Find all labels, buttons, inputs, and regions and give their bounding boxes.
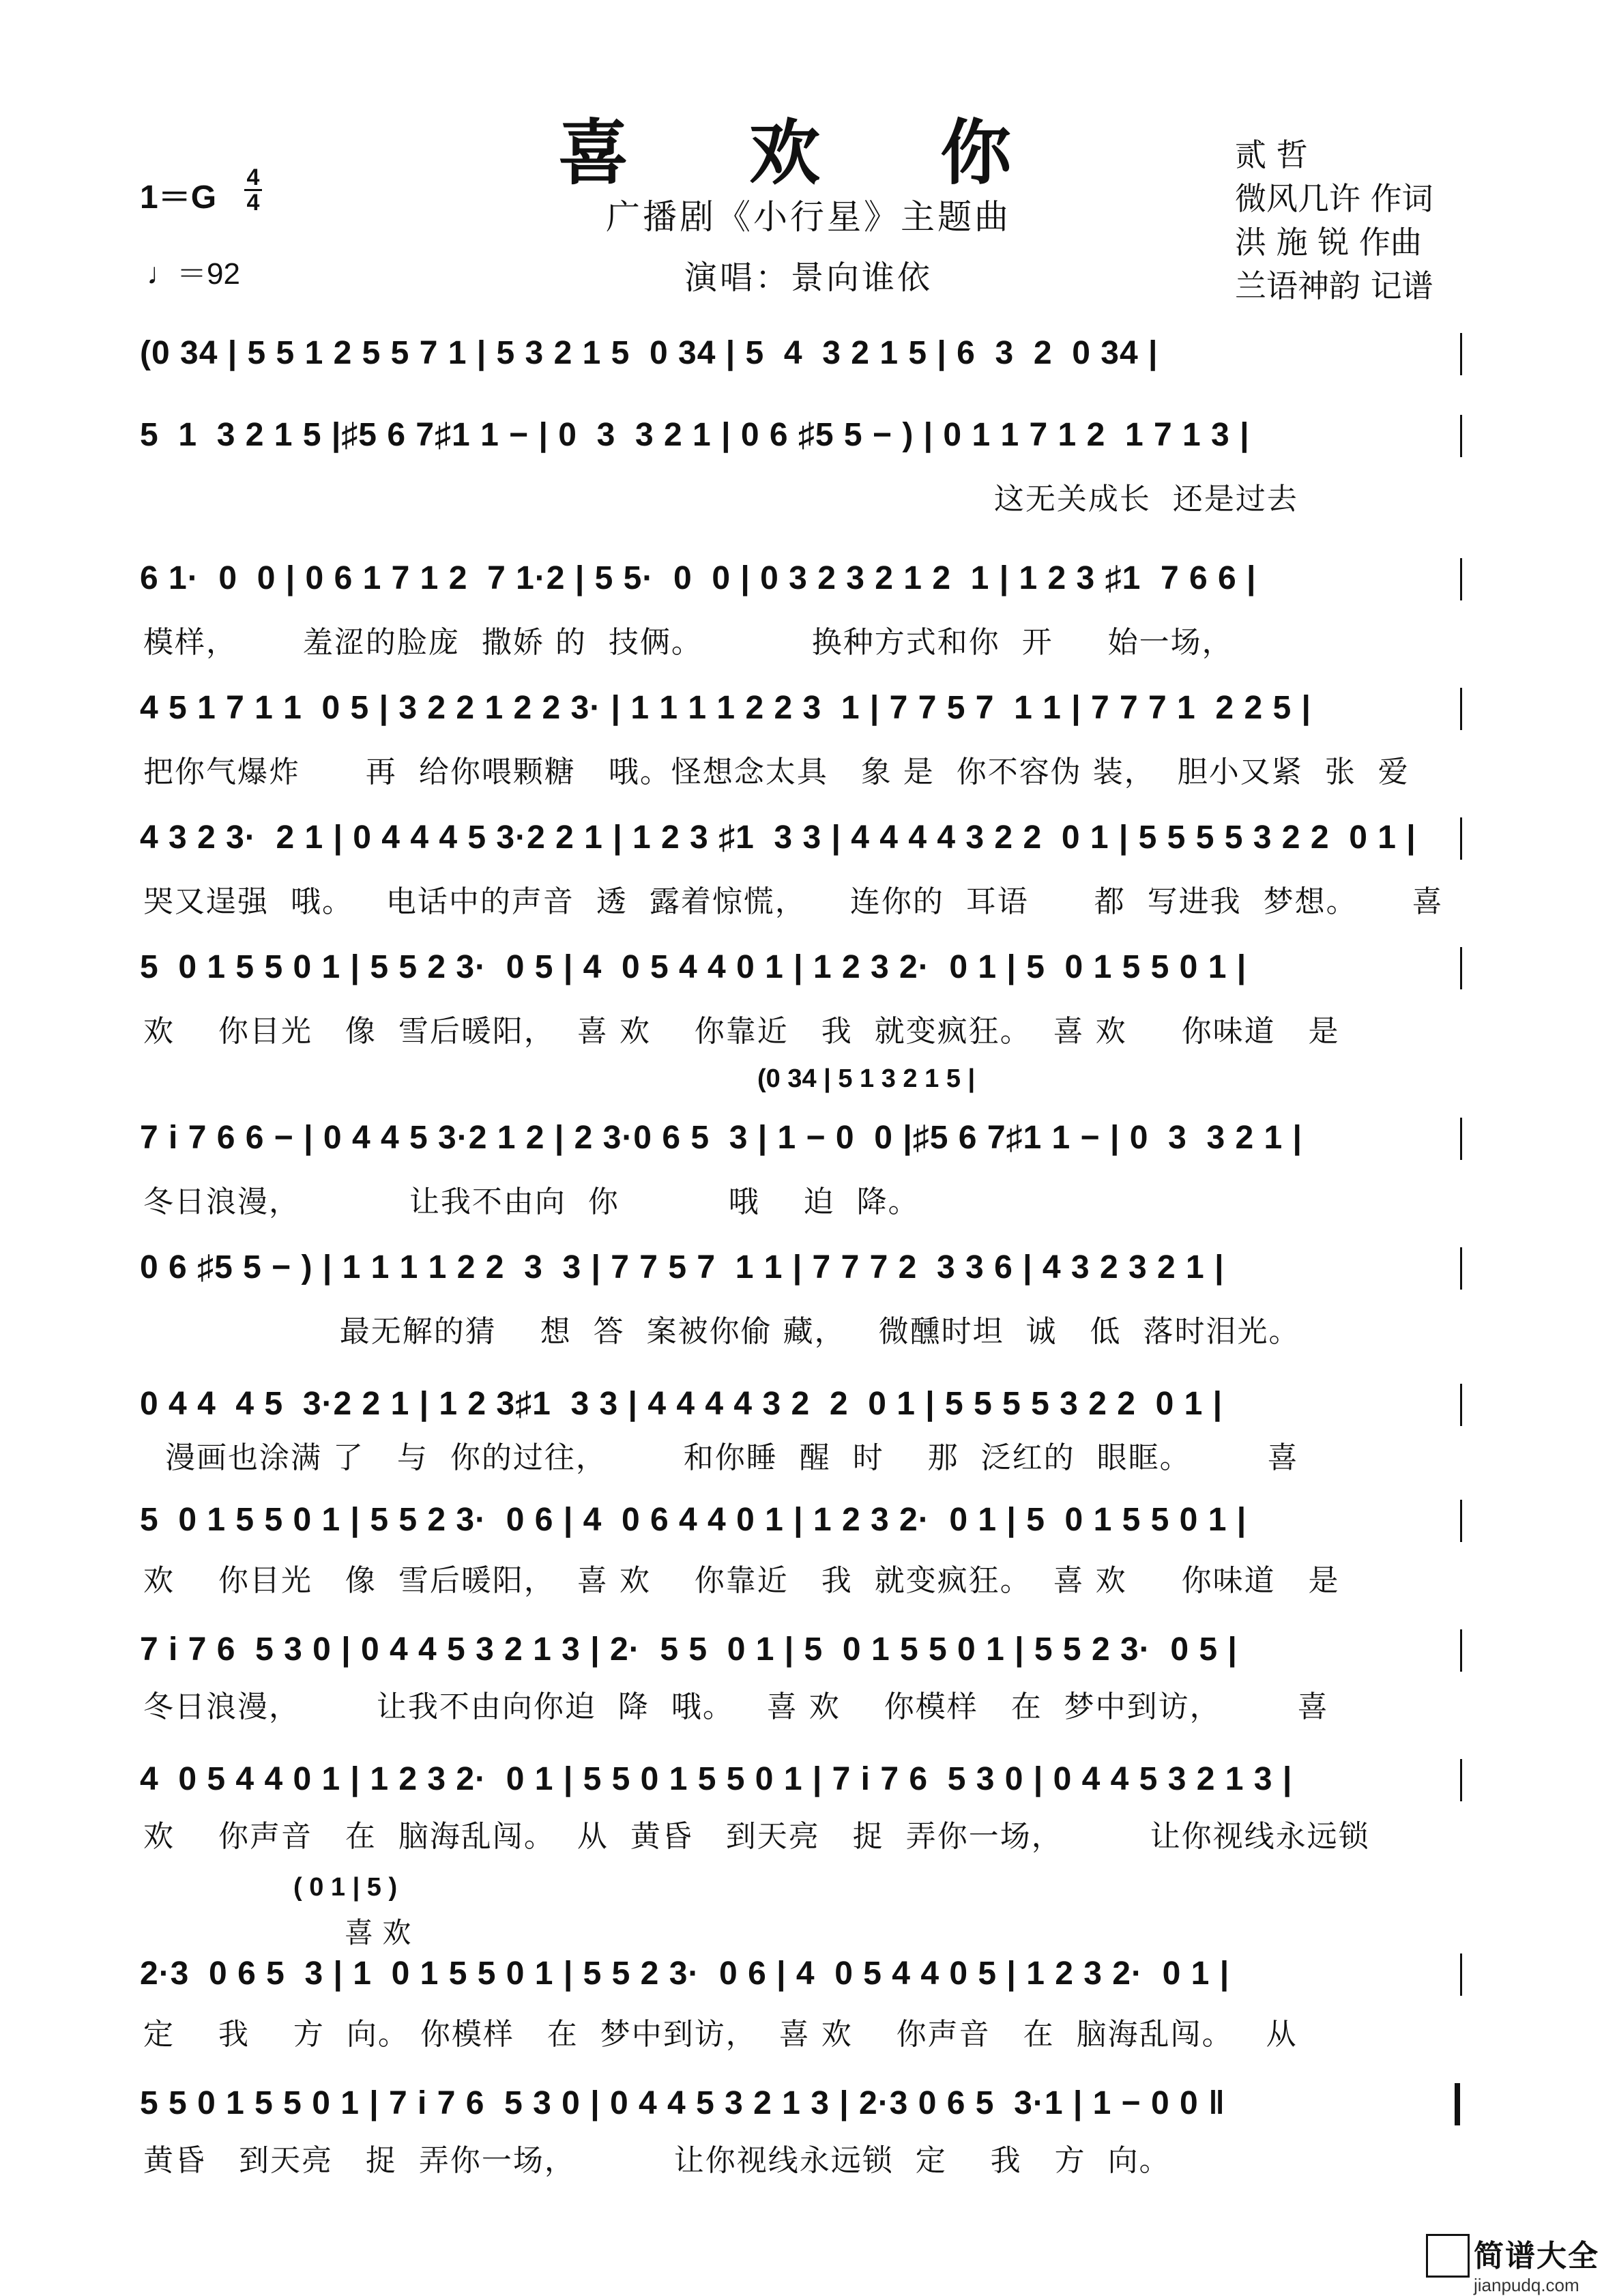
barline [1460,1953,1462,1996]
tempo-marking: ♩＝92 [147,257,240,291]
system-13-lyrics: 定 我 方 向。 你模样 在 梦中到访， 喜 欢 你声音 在 脑海乱闯。 从 [143,2017,1298,2052]
system-12-lyrics: 欢 你声音 在 脑海乱闯。 从 黄昏 到天亮 捉 弄你一场， 让你视线永远锁 [143,1819,1370,1854]
system-5-lyrics: 哭又逞强 哦。 电话中的声音 透 露着惊慌， 连你的 耳语 都 写进我 梦想。 喜 [143,884,1444,919]
system-6-lyrics: 欢 你目光 像 雪后暖阳， 喜 欢 你靠近 我 就变疯狂。 喜 欢 你味道 是 [143,1014,1340,1049]
watermark-logo [1474,2231,1599,2296]
logo-url: jianpudq.com [1474,2275,1579,2295]
barline [1460,1629,1462,1672]
credit-transcriber: 兰语神韵 记谱 [1235,267,1433,304]
system-2-lyrics: 这无关成长 还是过去 [143,482,1298,517]
system-9-notes: 0 4 4 4 5 3·2 2 1 | 1 2 3♯1 3 3 | 4 4 4 4 3 2 2 0 1 | 5 5 5 5 3 2 2 0 1 | [140,1386,1223,1422]
system-4-notes: 4 5 1 7 1 1 0 5 | 3 2 2 1 2 2 3· | 1 1 1 1 2 2 3 1 | 7 7 5 7 1 1 | 7 7 7 1 2 2 5 | [140,690,1311,726]
barline [1460,415,1462,457]
song-subtitle: 广播剧《小行星》主题曲 [606,197,1011,237]
system-14-lyrics: 黄昏 到天亮 捉 弄你一场， 让你视线永远锁 定 我 方 向。 [143,2143,1171,2178]
interlude-notes: (0 34 | 5 1 3 2 1 5 | [757,1064,976,1093]
system-7-lyrics: 冬日浪漫， 让我不由向 你 哦 迫 降。 [143,1185,920,1219]
credit-composer: 洪 施 锐 作曲 [1235,224,1422,261]
barline [1460,1384,1462,1426]
system-11-notes: 7 i 7 6 5 3 0 | 0 4 4 5 3 2 1 3 | 2· 5 5 0 1 | 5 0 1 5 5 0 1 | 5 5 2 3· 0 5 | [140,1631,1238,1668]
system-9-lyrics: 漫画也涂满 了 与 你的过往， 和你睡 醒 时 那 泛红的 眼眶。 喜 [143,1440,1299,1475]
barline [1460,333,1462,375]
credit-lyricist-1: 贰 哲 [1235,136,1308,173]
system-6-notes: 5 0 1 5 5 0 1 | 5 5 2 3· 0 5 | 4 0 5 4 4 0 1 | 1 2 3 2· 0 1 | 5 0 1 5 5 0 1 | [140,949,1247,985]
pickup-notes: ( 0 1 | 5 ) [293,1873,398,1902]
barline [1460,947,1462,989]
logo-name: 简谱大全 [1474,2239,1599,2273]
song-title: 喜 欢 你 [557,111,1060,194]
system-14-notes: 5 5 0 1 5 5 0 1 | 7 i 7 6 5 3 0 | 0 4 4 5 3 2 1 3 | 2·3 0 6 5 3·1 | 1 − 0 0 ‖ [140,2085,1225,2121]
final-barline [1455,2083,1460,2125]
time-signature-bottom: 4 [246,190,260,216]
system-10-notes: 5 0 1 5 5 0 1 | 5 5 2 3· 0 6 | 4 0 6 4 4 0 1 | 1 2 3 2· 0 1 | 5 0 1 5 5 0 1 | [140,1502,1247,1538]
time-signature [244,166,262,214]
credit-lyricist-2: 微风几许 作词 [1235,180,1433,217]
credits-block [1235,133,1433,308]
barline [1460,1247,1462,1290]
barline [1460,558,1462,600]
singer-line: 演唱：景向谁依 [684,259,933,297]
key-signature: 1＝G [140,179,217,216]
system-2-notes: 5 1 3 2 1 5 |♯5 6 7♯1 1 − | 0 3 3 2 1 | 0 6 ♯5 5 − ) | 0 1 1 7 1 2 1 7 1 3 | [140,417,1250,453]
barline [1460,1759,1462,1801]
barline [1460,1118,1462,1160]
time-signature-top: 4 [246,164,260,190]
piano-keys-icon [1426,2234,1470,2278]
barline [1460,1500,1462,1542]
system-12-notes: 4 0 5 4 4 0 1 | 1 2 3 2· 0 1 | 5 5 0 1 5 5 0 1 | 7 i 7 6 5 3 0 | 0 4 4 5 3 2 1 3 | [140,1761,1293,1797]
system-7-notes: 7 i 7 6 6 − | 0 4 4 5 3·2 1 2 | 2 3·0 6 5 3 | 1 − 0 0 |♯5 6 7♯1 1 − | 0 3 3 2 1 | [140,1120,1302,1156]
system-8-notes: 0 6 ♯5 5 − ) | 1 1 1 1 2 2 3 3 | 7 7 5 7 1 1 | 7 7 7 2 3 3 6 | 4 3 2 3 2 1 | [140,1249,1225,1285]
system-3-notes: 6 1· 0 0 | 0 6 1 7 1 2 7 1·2 | 5 5· 0 0 | 0 3 2 3 2 1 2 1 | 1 2 3 ♯1 7 6 6 | [140,560,1257,596]
system-13-notes: 2·3 0 6 5 3 | 1 0 1 5 5 0 1 | 5 5 2 3· 0 6 | 4 0 5 4 4 0 5 | 1 2 3 2· 0 1 | [140,1956,1230,1992]
pickup-lyric: 喜 欢 [345,1916,411,1949]
system-10-lyrics: 欢 你目光 像 雪后暖阳， 喜 欢 你靠近 我 就变疯狂。 喜 欢 你味道 是 [143,1563,1340,1598]
system-5-notes: 4 3 2 3· 2 1 | 0 4 4 4 5 3·2 2 1 | 1 2 3 ♯1 3 3 | 4 4 4 4 3 2 2 0 1 | 5 5 5 5 3 2 2 0 1 | [140,819,1416,856]
system-11-lyrics: 冬日浪漫， 让我不由向你迫 降 哦。 喜 欢 你模样 在 梦中到访， 喜 [143,1689,1329,1724]
system-4-lyrics: 把你气爆炸 再 给你喂颗糖 哦。怪想念太具 象 是 你不容伪 装， 胆小又紧 张 爱 [143,755,1410,789]
system-3-lyrics: 模样， 羞涩的脸庞 撒娇 的 技俩。 换种方式和你 开 始一场， [143,625,1234,660]
system-1-notes: (0 34 | 5 5 1 2 5 5 7 1 | 5 3 2 1 5 0 34 | 5 4 3 2 1 5 | 6 3 2 0 34 | [140,335,1159,371]
barline [1460,688,1462,730]
system-8-lyrics: 最无解的猜 想 答 案被你偷 藏， 微醺时坦 诚 低 落时泪光。 [143,1314,1300,1349]
barline [1460,817,1462,860]
